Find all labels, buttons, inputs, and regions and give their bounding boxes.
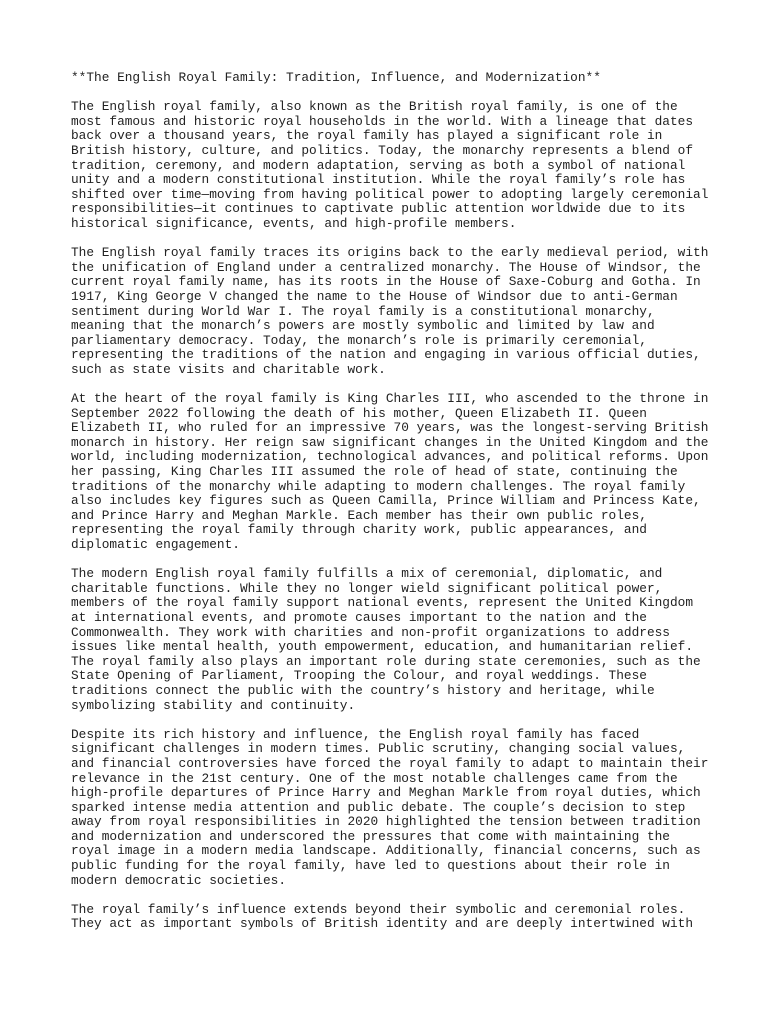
document-body [71,71,711,947]
paragraph-king-charles: At the heart of the royal family is King Charles III, who ascended to the throne in September 2022 following the death of his mother, Queen Elizabeth II. Queen Elizabeth II, who ruled for an impressive 70 years, was the longest-serving British monarch in history. Her reign saw significant changes in the United Kingdom and the world, including modernization, technological advances, and political reforms. Upon her passing, King Charles III assumed the role of head of state, continuing the traditions of the monarchy while adapting to modern challenges. The royal family also includes key figures such as Queen Camilla, Prince William and Princess Kate, and Prince Harry and Meghan Markle. Each member has their own public roles, representing the royal family through charity work, public appearances, and diplomatic engagement. [71,391,709,552]
paragraph-modern-functions: The modern English royal family fulfills a mix of ceremonial, diplomatic, and charitable functions. While they no longer wield significant political power, members of the royal family support national events, represent the United Kingdom at international events, and promote causes important to the nation and the Commonwealth. They work with charities and non-profit organizations to address issues like mental health, youth empowerment, education, and humanitarian relief. The royal family also plays an important role during state ceremonies, such as the State Opening of Parliament, Trooping the Colour, and royal weddings. These traditions connect the public with the country’s history and heritage, while symbolizing stability and continuity. [71,566,701,713]
paragraph-challenges: Despite its rich history and influence, the English royal family has faced significant challenges in modern times. Public scrutiny, changing social values, and financial controversies have forced the royal family to adapt to maintain their relevance in the 21st century. One of the most notable challenges came from the high-profile departures of Prince Harry and Meghan Markle from royal duties, which sparked intense media attention and public debate. The couple’s decision to step away from royal responsibilities in 2020 highlighted the tension between tradition and modernization and underscored the pressures that come with maintaining the royal image in a modern media landscape. Additionally, financial concerns, such as public funding for the royal family, have led to questions about their role in modern democratic societies. [71,726,709,888]
paragraph-introduction: The English royal family, also known as the British royal family, is one of the most famous and historic royal households in the world. With a lineage that dates back over a thousand years, the royal family has played a significant role in British history, culture, and politics. Today, the monarchy represents a blend of tradition, ceremony, and modern adaptation, serving as both a symbol of national unity and a modern constitutional institution. While the royal family’s role has shifted over time—moving from having political power to adopting largely ceremonial responsibilities—it continues to captivate public attention worldwide due to its historical significance, events, and high-profile members. [71,99,709,231]
paragraph-origins: The English royal family traces its origins back to the early medieval period, with the unification of England under a centralized monarchy. The House of Windsor, the current royal family name, has its roots in the House of Saxe-Coburg and Gotha. In 1917, King George V changed the name to the House of Windsor due to anti-German sentiment during World War I. The royal family is a constitutional monarchy, meaning that the monarch’s powers are mostly symbolic and limited by law and parliamentary democracy. Today, the monarch’s role is primarily ceremonial, representing the traditions of the nation and engaging in various official duties, such as state visits and charitable work. [71,245,709,377]
document-title: **The English Royal Family: Tradition, Influence, and Modernization** [71,70,601,85]
paragraph-influence: The royal family’s influence extends beyond their symbolic and ceremonial roles. They act as important symbols of British identity and are deeply intertwined with [71,901,694,932]
